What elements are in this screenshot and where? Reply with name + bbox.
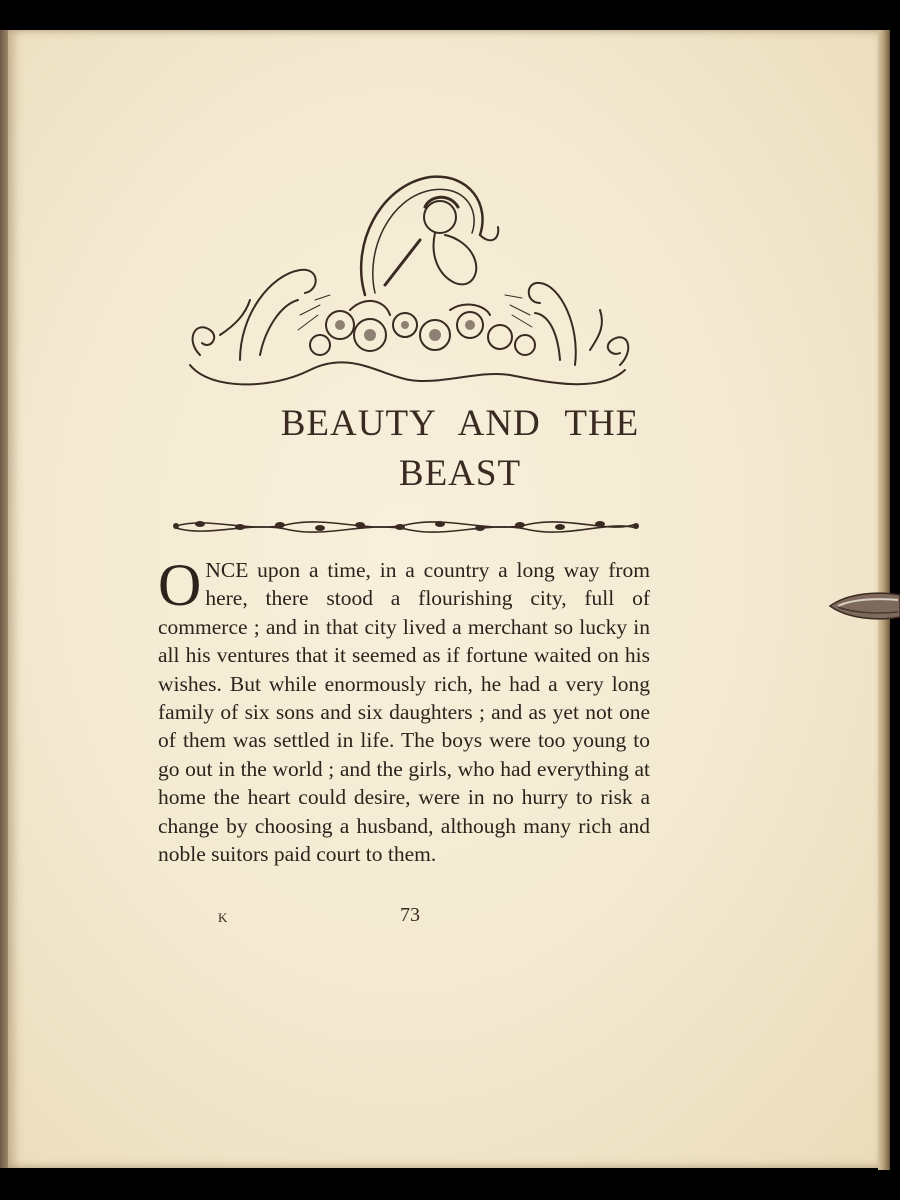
leaf-garland-divider bbox=[170, 512, 642, 540]
page-number: 73 bbox=[400, 904, 420, 926]
drop-cap-letter: O bbox=[158, 552, 202, 618]
story-title-line-2: BEAST bbox=[398, 453, 522, 494]
paragraph-text: upon a time, in a country a long way from here, there stood a flourishing city, full of commerce ; and in that city lived a merchant so lucky in all his ventures that it seemed as if fortune waited on his wishes. But while enormously rich, he had a very long family of six sons and six daughters ; and as yet not one of them was settled in life. The boys were too young to go out in the world ; and the girls, who had everything at home the heart could desire, were in no hurry to risk a change by choosing a husband, although many rich and noble suitors paid court to them. bbox=[158, 558, 650, 867]
story-title-line-1: BEAUTY AND THE bbox=[280, 403, 640, 444]
signature-mark: K bbox=[218, 910, 228, 925]
bookmark-icon bbox=[828, 585, 900, 627]
opening-paragraph bbox=[158, 552, 650, 868]
headpiece-illustration bbox=[180, 165, 635, 395]
opening-word-rest: NCE bbox=[205, 558, 249, 582]
